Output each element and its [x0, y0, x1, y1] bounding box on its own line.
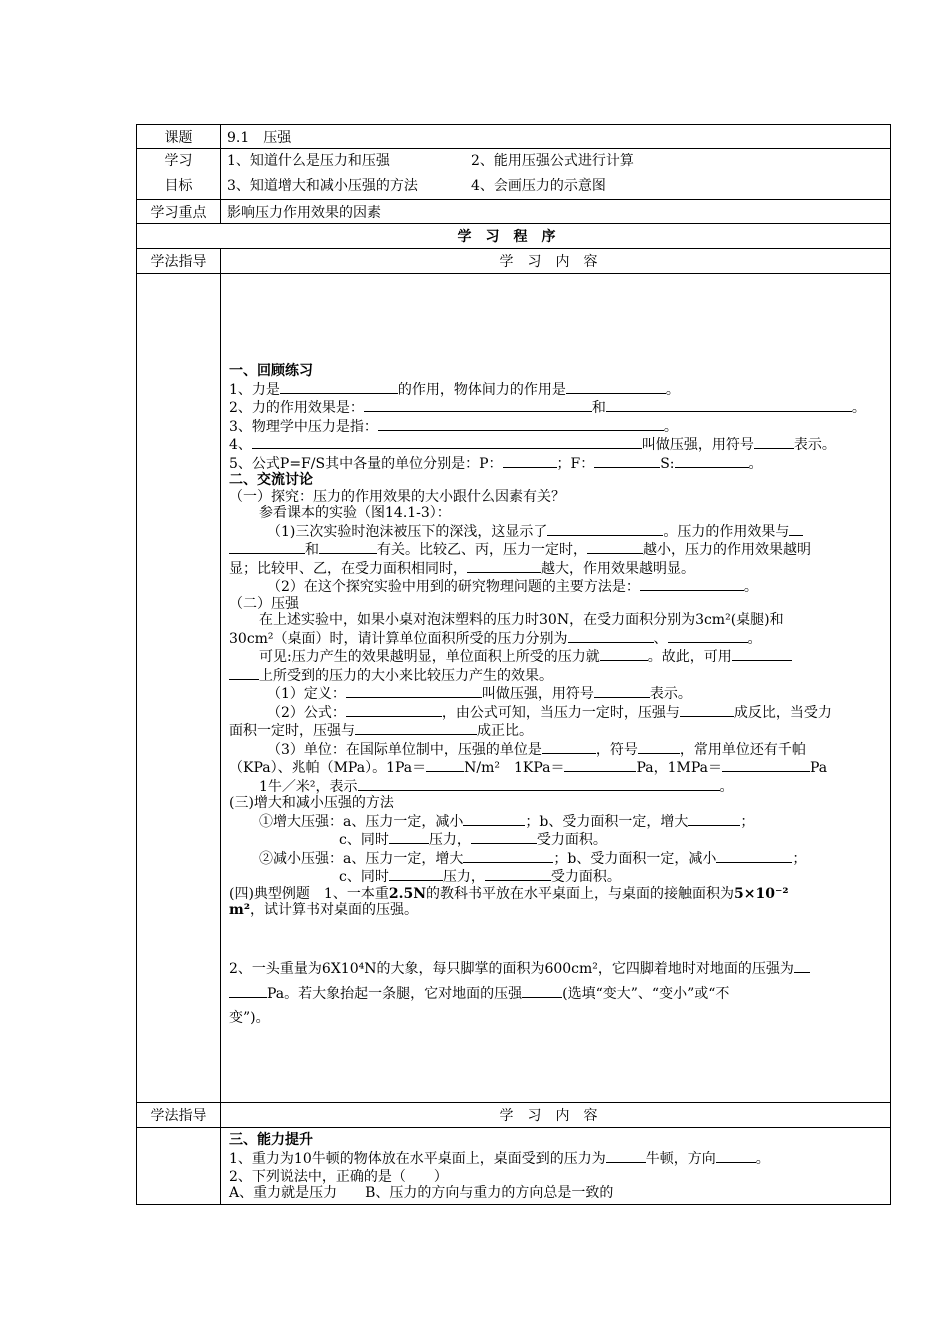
unit: （3）单位：在国际单位制中，压强的单位是 ，符号 ，常用单位还有千帕: [267, 741, 806, 758]
example-1: (四)典型例题 1、一本重2.5N的教科书平放在水平桌面上，与桌面的接触面积为5×10⁻²: [229, 885, 789, 902]
content-label-2: 学习内容: [221, 1103, 891, 1128]
example-2-end: 变”)。: [229, 1009, 270, 1026]
goal-1: 1、知道什么是压力和压强: [227, 153, 390, 169]
review-q4: 4、 叫做压强，用符号 表示。: [229, 437, 836, 453]
explore-ref: 参看课本的实验（图14.1-3）：: [259, 505, 451, 521]
review-q1: 1、力是 的作用，物体间力的作用是 。: [229, 381, 680, 398]
pressure-p1: 在上述实验中，如果小桌对泡沫塑料的压力时30N，在受力面积分别为3cm²(桌腿)和: [259, 612, 784, 628]
key-label: 学习重点: [137, 200, 221, 224]
pressure-p1-cont: 30cm²（桌面）时，请计算单位面积所受的压力分别为 、 。: [229, 630, 762, 647]
unit-meaning: 1牛／米²，表示 。: [259, 778, 734, 795]
pressure-p2: 可见:压力产生的效果越明显，单位面积上所受的压力就 。故此，可用: [229, 647, 884, 666]
goal-2: 2、能用压强公式进行计算: [471, 153, 634, 169]
goal-4: 4、会画压力的示意图: [471, 178, 606, 194]
explore-q1: （1)三次实验时泡沫被压下的深浅，这显示了 。压力的作用效果与: [229, 522, 884, 541]
goal-label: [137, 149, 221, 200]
example-2: 2、一头重量为6X10⁴N的大象，每只脚掌的面积为600cm²，它四脚着地时对地面的压强为: [229, 959, 884, 978]
procedure-row: [137, 224, 891, 249]
example-1-cont: m²，试计算书对桌面的压强。: [229, 902, 418, 918]
ability-cell: [221, 1128, 891, 1205]
goal-label-1: 学习: [164, 153, 193, 169]
ability-q2-options: A、重力就是压力 B、压力的方向与重力的方向总是一致的: [229, 1185, 614, 1201]
content-label: 学习内容: [221, 249, 891, 274]
methods-heading: (三)增大和减小压强的方法: [229, 795, 394, 811]
decrease-pressure: ②减小压强：a、压力一定，增大 ；b、受力面积一定，减小 ；: [259, 850, 807, 867]
decrease-pressure-c: c、同时 压力， 受力面积。: [339, 869, 621, 885]
content-cell: [221, 274, 891, 1103]
definition: （1）定义： 叫做压强，用符号 表示。: [267, 686, 692, 702]
ability-q1: 1、重力为10牛顿的物体放在水平桌面上，桌面受到的压力为 牛顿，方向 。: [229, 1150, 770, 1167]
example-2-cont: Pa。若大象抬起一条腿，它对地面的压强 (选填“变大”、“变小”或“不: [229, 984, 884, 1003]
goal-value: [221, 149, 891, 200]
explore-q1-cont: 和 有关。比较乙、丙，压力一定时， 越小，压力的作用效果越明: [229, 540, 884, 559]
method-cell: [137, 274, 221, 1103]
pressure-p2-cont: 上所受到的压力的大小来比较压力产生的效果。: [229, 666, 884, 685]
goal-3: 3、知道增大和减小压强的方法: [227, 178, 418, 194]
main-content-row: [137, 274, 891, 1103]
worksheet: [136, 124, 890, 1205]
pressure-heading: （二）压强: [229, 595, 299, 612]
method-cell-2: [137, 1128, 221, 1205]
column-header-row: [137, 249, 891, 274]
increase-pressure-c: c、同时 压力， 受力面积。: [339, 832, 607, 848]
review-q3: 3、物理学中压力是指： 。: [229, 418, 678, 435]
ability-row: [137, 1128, 891, 1205]
formula-cont: 面积一定时，压强与 成正比。: [229, 723, 533, 739]
section2-title: 二、交流讨论: [229, 472, 313, 488]
topic-value: 9.1 压强: [221, 125, 891, 149]
method-label-2: 学法指导: [137, 1103, 221, 1128]
procedure-title: 学习程序: [137, 224, 891, 249]
ability-q2: 2、下列说法中，正确的是（ ）: [229, 1168, 448, 1185]
method-label: 学法指导: [137, 249, 221, 274]
section1-title: 一、回顾练习: [229, 363, 313, 379]
review-q5: 5、公式P=F/S其中各量的单位分别是：P： ；F： S: 。: [229, 455, 763, 472]
goal-row: [137, 149, 891, 200]
explore-heading: （一）探究：压力的作用效果的大小跟什么因素有关？: [229, 488, 565, 505]
key-value: 影响压力作用效果的因素: [221, 200, 891, 224]
goal-label-2: 目标: [164, 178, 193, 194]
explore-q2: （2）在这个探究实验中用到的研究物理问题的主要方法是： 。: [267, 579, 758, 595]
review-q2: 2、力的作用效果是： 和 。: [229, 400, 866, 416]
topic-row: [137, 125, 891, 149]
column-header-row-2: [137, 1103, 891, 1128]
explore-q1-cont2: 显；比较甲、乙，在受力面积相同时， 越大，作用效果越明显。: [229, 560, 695, 577]
section3-title: 三、能力提升: [229, 1132, 313, 1148]
lesson-table: [136, 124, 891, 1205]
formula: （2）公式： ，由公式可知，当压力一定时，压强与 成反比，当受力: [267, 704, 832, 721]
topic-label: 课题: [137, 125, 221, 149]
increase-pressure: ①增大压强：a、压力一定，减小 ；b、受力面积一定，增大 ；: [259, 813, 755, 830]
unit-cont: （KPa）、兆帕（MPa）。1Pa＝ N/m² 1KPa＝ Pa，1MPa＝ Pa: [229, 760, 828, 776]
key-row: [137, 200, 891, 224]
